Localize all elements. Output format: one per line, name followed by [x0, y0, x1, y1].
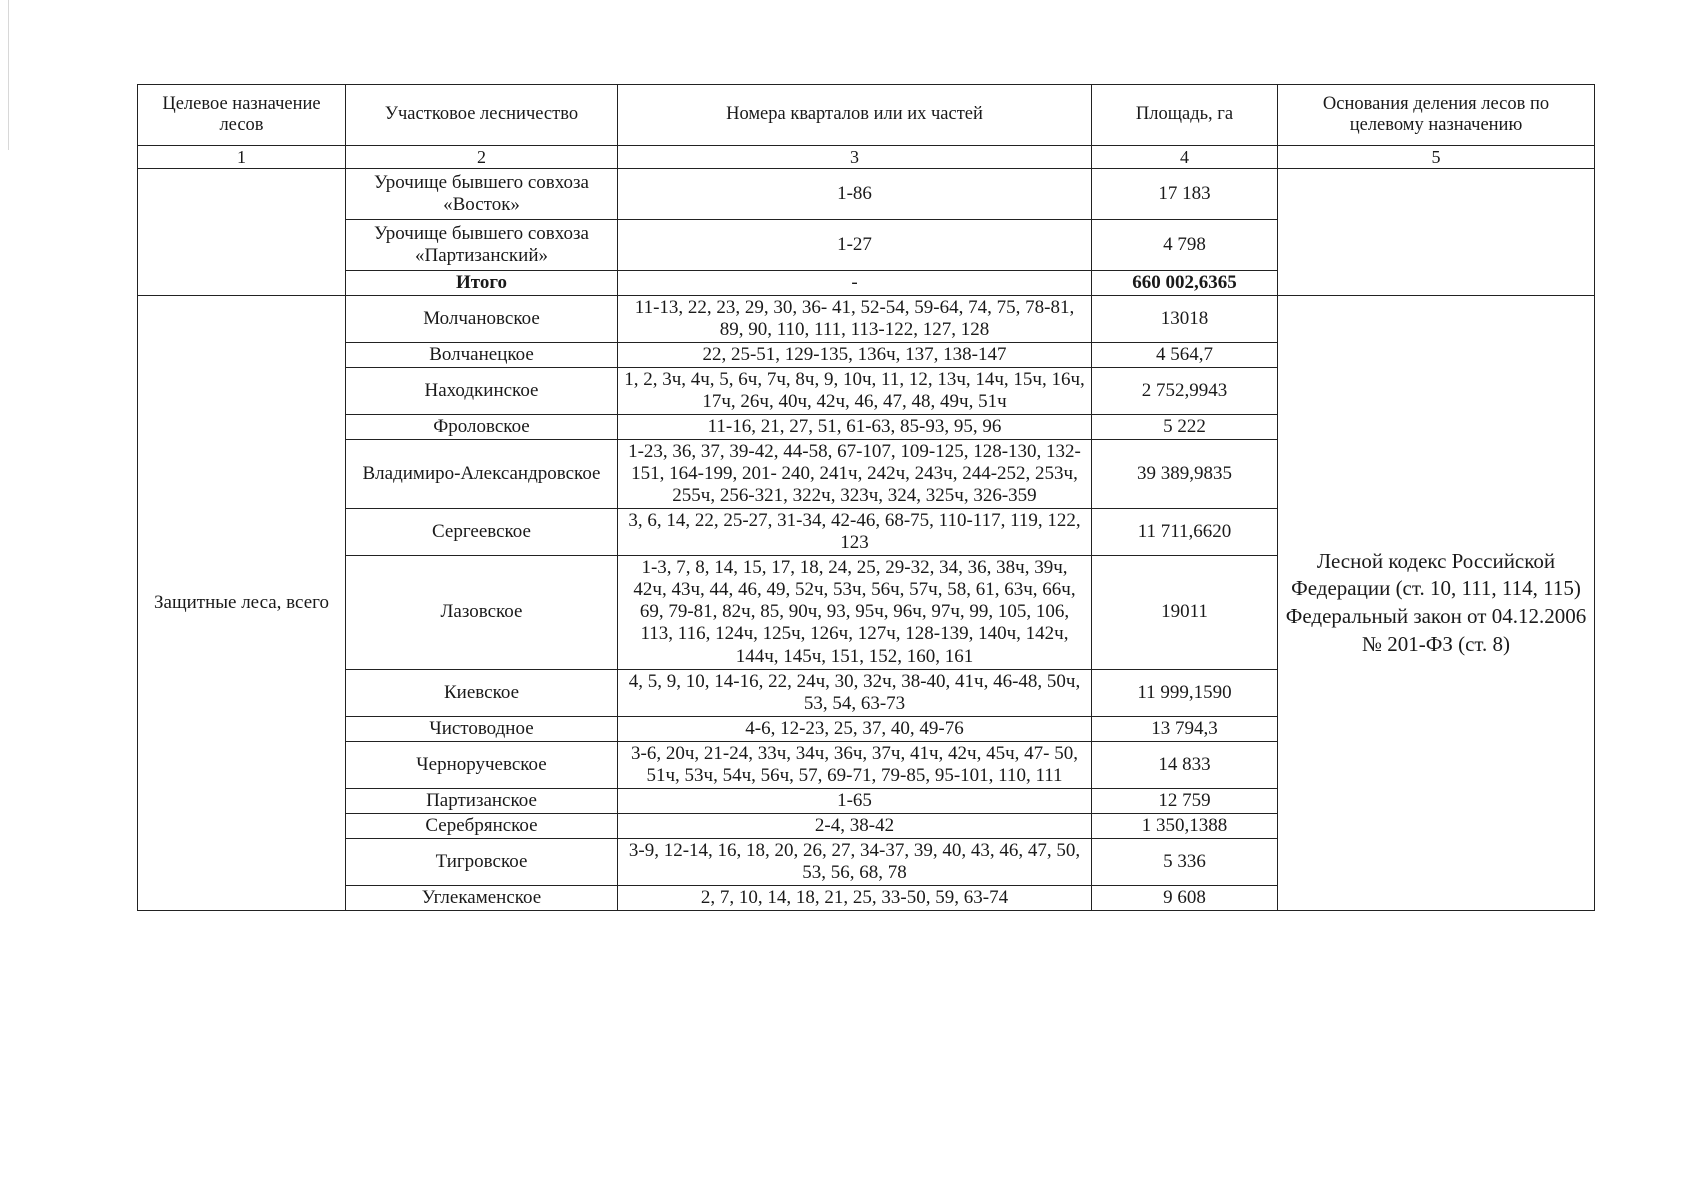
table-row: [138, 296, 1595, 343]
column-number-row: [138, 146, 1595, 169]
forestry-name: Волчанецкое: [346, 343, 618, 368]
column-number: 5: [1278, 146, 1595, 169]
forestry-name: Лазовское: [346, 556, 618, 669]
header-forestry: Участковое лесничество: [346, 85, 618, 146]
forest-purpose-table: [137, 84, 1595, 911]
forestry-name: Урочище бывшего совхоза «Восток»: [346, 169, 618, 220]
area-cell: 4 564,7: [1092, 343, 1278, 368]
area-cell: 11 711,6620: [1092, 509, 1278, 556]
total-label: Итого: [346, 271, 618, 296]
quarters-cell: 1-86: [618, 169, 1092, 220]
quarters-cell: 4-6, 12-23, 25, 37, 40, 49-76: [618, 716, 1092, 741]
quarters-cell: 3-9, 12-14, 16, 18, 20, 26, 27, 34-37, 39, 40, 43, 46, 47, 50, 53, 56, 68, 78: [618, 838, 1092, 885]
forestry-name: Фроловское: [346, 415, 618, 440]
area-cell: 1 350,1388: [1092, 813, 1278, 838]
total-quarters: -: [618, 271, 1092, 296]
area-cell: 19011: [1092, 556, 1278, 669]
forestry-name: Киевское: [346, 669, 618, 716]
forestry-name: Серебрянское: [346, 813, 618, 838]
area-cell: 5 222: [1092, 415, 1278, 440]
forestry-name: Молчановское: [346, 296, 618, 343]
quarters-cell: 1-65: [618, 788, 1092, 813]
table-row: [138, 169, 1595, 220]
area-cell: 39 389,9835: [1092, 440, 1278, 509]
column-number: 4: [1092, 146, 1278, 169]
area-cell: 14 833: [1092, 741, 1278, 788]
quarters-cell: 2, 7, 10, 14, 18, 21, 25, 33-50, 59, 63-74: [618, 885, 1092, 910]
area-cell: 4 798: [1092, 220, 1278, 271]
quarters-cell: 1, 2, 3ч, 4ч, 5, 6ч, 7ч, 8ч, 9, 10ч, 11, 12, 13ч, 14ч, 15ч, 16ч, 17ч, 26ч, 40ч, 42ч, 46, 47, 48, 49ч, 51ч: [618, 368, 1092, 415]
scan-edge-mark: [8, 0, 9, 150]
quarters-cell: 2-4, 38-42: [618, 813, 1092, 838]
purpose-protective: Защитные леса, всего: [138, 296, 346, 911]
header-area: Площадь, га: [1092, 85, 1278, 146]
area-cell: 5 336: [1092, 838, 1278, 885]
forestry-name: Чистоводное: [346, 716, 618, 741]
quarters-cell: 1-3, 7, 8, 14, 15, 17, 18, 24, 25, 29-32, 34, 36, 38ч, 39ч, 42ч, 43ч, 44, 46, 49, 52ч, 53ч, 56ч, 57ч, 58, 61, 63ч, 66ч, 69, 79-81, 82ч, 85, 90ч, 93, 95ч, 96ч, 97ч, 99, 105, 106, 113, 116, 124ч, 125ч, 126ч, 127ч, 128-139, 140ч, 142ч, 144ч, 145ч, 151, 152, 160, 161: [618, 556, 1092, 669]
column-number: 2: [346, 146, 618, 169]
quarters-cell: 1-23, 36, 37, 39-42, 44-58, 67-107, 109-125, 128-130, 132-151, 164-199, 201- 240, 241ч, 242ч, 243ч, 244-252, 253ч, 255ч, 256-321, 322ч, 323ч, 324, 325ч, 326-359: [618, 440, 1092, 509]
header-basis: Основания деления лесов по целевому назначению: [1278, 85, 1595, 146]
forestry-name: Тигровское: [346, 838, 618, 885]
quarters-cell: 11-16, 21, 27, 51, 61-63, 85-93, 95, 96: [618, 415, 1092, 440]
quarters-cell: 3-6, 20ч, 21-24, 33ч, 34ч, 36ч, 37ч, 41ч, 42ч, 45ч, 47- 50, 51ч, 53ч, 54ч, 56ч, 57, 69-71, 79-85, 95-101, 110, 111: [618, 741, 1092, 788]
header-purpose: Целевое назначение лесов: [138, 85, 346, 146]
header-row: [138, 85, 1595, 146]
basis-cell-empty: [1278, 169, 1595, 296]
area-cell: 12 759: [1092, 788, 1278, 813]
area-cell: 9 608: [1092, 885, 1278, 910]
basis-protective: Лесной кодекс Российской Федерации (ст. 10, 111, 114, 115) Федеральный закон от 04.12.2006 № 201-ФЗ (ст. 8): [1278, 296, 1595, 911]
quarters-cell: 1-27: [618, 220, 1092, 271]
total-area: 660 002,6365: [1092, 271, 1278, 296]
column-number: 3: [618, 146, 1092, 169]
quarters-cell: 11-13, 22, 23, 29, 30, 36- 41, 52-54, 59-64, 74, 75, 78-81, 89, 90, 110, 111, 113-122, 127, 128: [618, 296, 1092, 343]
area-cell: 13 794,3: [1092, 716, 1278, 741]
forestry-name: Владимиро-Александровское: [346, 440, 618, 509]
forestry-name: Находкинское: [346, 368, 618, 415]
area-cell: 11 999,1590: [1092, 669, 1278, 716]
forestry-name: Партизанское: [346, 788, 618, 813]
purpose-cell-empty: [138, 169, 346, 296]
quarters-cell: 4, 5, 9, 10, 14-16, 22, 24ч, 30, 32ч, 38-40, 41ч, 46-48, 50ч, 53, 54, 63-73: [618, 669, 1092, 716]
forestry-name: Сергеевское: [346, 509, 618, 556]
forestry-name: Углекаменское: [346, 885, 618, 910]
header-quarters: Номера кварталов или их частей: [618, 85, 1092, 146]
area-cell: 13018: [1092, 296, 1278, 343]
quarters-cell: 3, 6, 14, 22, 25-27, 31-34, 42-46, 68-75, 110-117, 119, 122, 123: [618, 509, 1092, 556]
column-number: 1: [138, 146, 346, 169]
forestry-name: Урочище бывшего совхоза «Партизанский»: [346, 220, 618, 271]
forestry-name: Черноручевское: [346, 741, 618, 788]
area-cell: 2 752,9943: [1092, 368, 1278, 415]
quarters-cell: 22, 25-51, 129-135, 136ч, 137, 138-147: [618, 343, 1092, 368]
area-cell: 17 183: [1092, 169, 1278, 220]
